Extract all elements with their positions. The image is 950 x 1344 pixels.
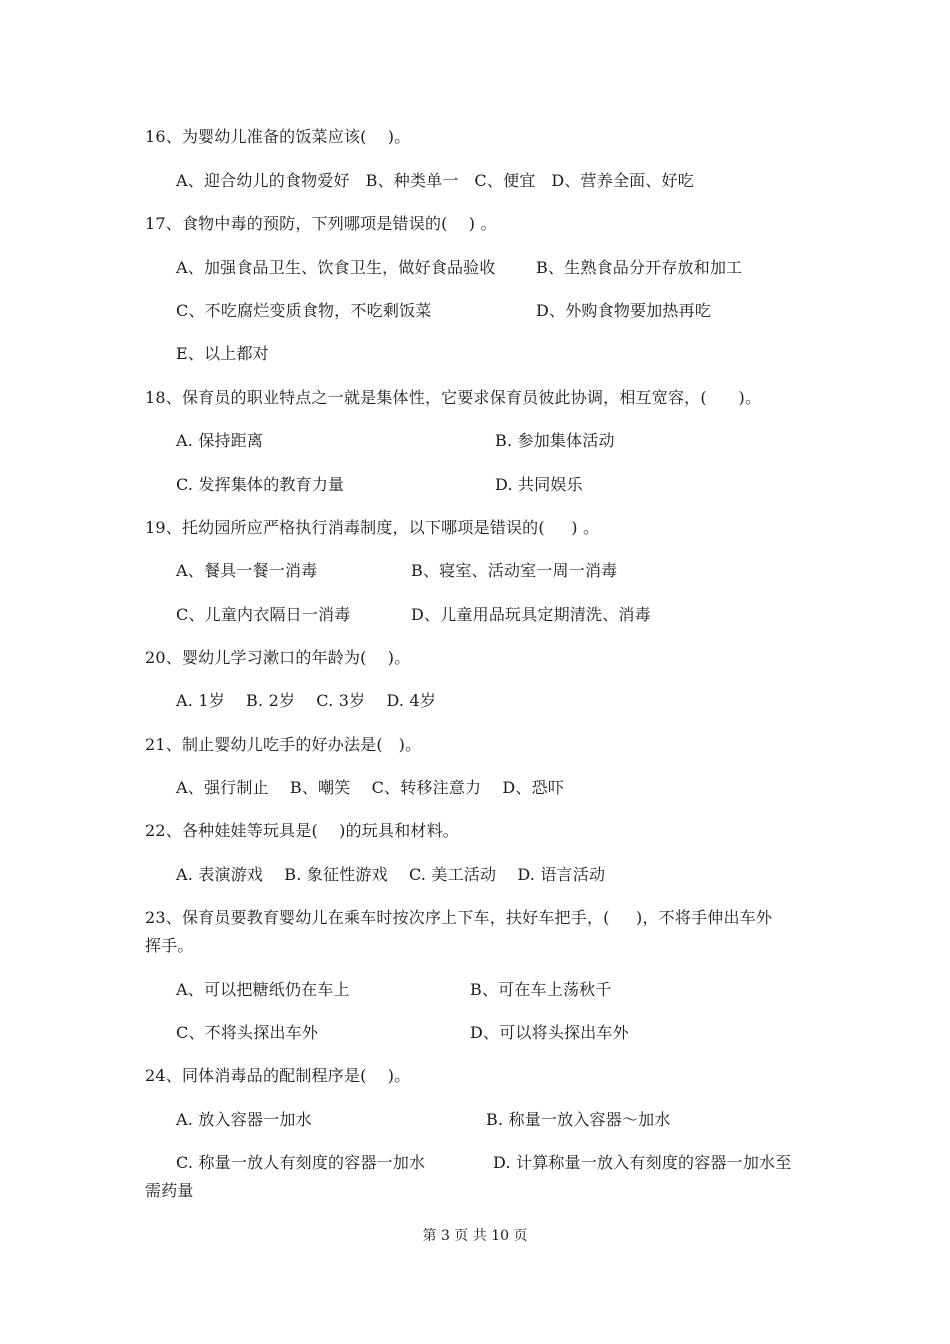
question-16-stem: 16、为婴幼儿准备的饭菜应该( )。	[145, 127, 411, 146]
question-23-option-c: C、不将头探出车外	[176, 1023, 319, 1042]
question-24-stem: 24、同体消毒品的配制程序是( )。	[145, 1066, 411, 1085]
question-17-option-d: D、外购食物要加热再吃	[536, 301, 712, 320]
question-17-option-e: E、以上都对	[176, 344, 269, 363]
question-24-option-d: D. 计算称量一放入有刻度的容器一加水至	[493, 1153, 792, 1172]
question-20-options: A. 1岁 B. 2岁 C. 3岁 D. 4岁	[176, 691, 437, 710]
question-18-option-b: B. 参加集体活动	[495, 431, 615, 450]
question-21-options: A、强行制止 B、嘲笑 C、转移注意力 D、恐吓	[176, 778, 565, 797]
question-23-stem-line-2: 挥手。	[145, 936, 194, 955]
question-18-option-d: D. 共同娱乐	[495, 475, 583, 494]
question-23-stem-line-1: 23、保育员要教育婴幼儿在乘车时按次序上下车，扶好车把手，( )，不将手伸出车外	[145, 908, 773, 927]
question-19-option-c: C、儿童内衣隔日一消毒	[176, 605, 351, 624]
question-21-stem: 21、制止婴幼儿吃手的好办法是( )。	[145, 735, 422, 754]
question-19-option-b: B、寝室、活动室一周一消毒	[411, 561, 618, 580]
question-19-option-d: D、儿童用品玩具定期清洗、消毒	[411, 605, 651, 624]
question-19-option-a: A、餐具一餐一消毒	[176, 561, 318, 580]
question-17-option-a: A、加强食品卫生、饮食卫生，做好食品验收	[176, 258, 496, 277]
question-24-option-a: A. 放入容器一加水	[176, 1110, 312, 1129]
page-number-footer: 第 3 页 共 10 页	[422, 1228, 528, 1244]
question-23-option-a: A、可以把糖纸仍在车上	[176, 980, 350, 999]
question-17-option-c: C、不吃腐烂变质食物，不吃剩饭菜	[176, 301, 432, 320]
question-18-option-a: A. 保持距离	[176, 431, 264, 450]
question-20-stem: 20、婴幼儿学习漱口的年龄为( )。	[145, 648, 411, 667]
question-24-option-b: B. 称量一放入容器～加水	[486, 1110, 671, 1129]
question-16-options: A、迎合幼儿的食物爱好 B、种类单一 C、便宜 D、营养全面、好吃	[176, 171, 694, 190]
question-18-stem: 18、保育员的职业特点之一就是集体性，它要求保育员彼此协调，相互宽容，( )。	[145, 388, 762, 407]
question-24-option-c: C. 称量一放人有刻度的容器一加水	[176, 1153, 426, 1172]
question-19-stem: 19、托幼园所应严格执行消毒制度，以下哪项是错误的( ) 。	[145, 518, 600, 537]
question-23-option-d: D、可以将头探出车外	[470, 1023, 629, 1042]
question-18-option-c: C. 发挥集体的教育力量	[176, 475, 345, 494]
question-22-options: A. 表演游戏 B. 象征性游戏 C. 美工活动 D. 语言活动	[176, 865, 606, 884]
question-17-option-b: B、生熟食品分开存放和加工	[536, 258, 743, 277]
question-17-stem: 17、食物中毒的预防，下列哪项是错误的( ) 。	[145, 214, 497, 233]
question-23-option-b: B、可在车上荡秋千	[470, 980, 612, 999]
question-24-option-d-continuation: 需药量	[145, 1181, 194, 1200]
question-22-stem: 22、各种娃娃等玩具是( )的玩具和材料。	[145, 821, 459, 840]
